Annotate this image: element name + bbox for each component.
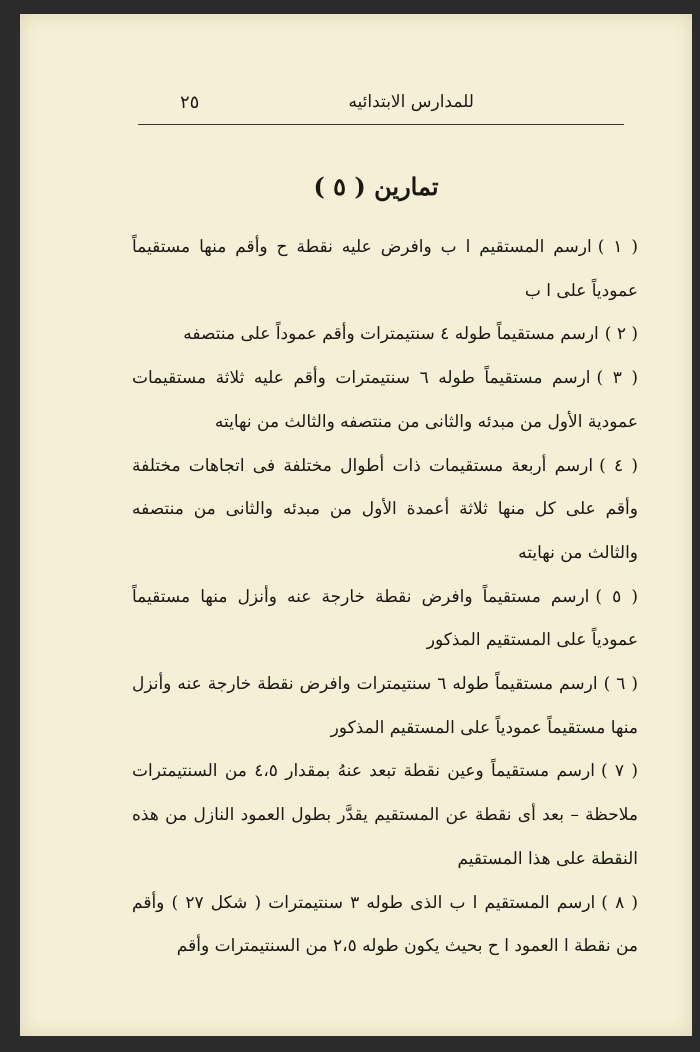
running-title: للمدارس الابتدائيه [348,92,474,112]
header-rule [138,124,624,125]
exercise-text: ارسم مستقيماً طوله ٤ سنتيمترات وأقم عموداً على منتصفه [183,324,599,345]
exercise-number: ( ٤ ) [599,455,638,476]
exercise-number: ( ٦ ) [603,674,638,695]
page-header [138,84,624,132]
exercise-item [132,882,638,969]
exercise-item [132,357,638,444]
page-number: ٢٥ [180,92,200,113]
exercise-item [132,663,638,750]
book-page [20,14,692,1036]
exercise-number: ( ٥ ) [595,586,639,607]
exercise-text: ارسم مستقيماً وافرض نقطة خارجة عنه وأنزل منها مستقيماً عمودياً على المستقيم المذكور [132,586,638,651]
exercise-number: ( ٣ ) [596,368,638,389]
exercise-text: ارسم أربعة مستقيمات ذات أطوال مختلفة فى اتجاهات مختلفة وأقم على كل منها ثلاثة أعمدة الأول من مبدئه والثانى من منتصفه والثالث من نهايته [132,455,638,563]
exercise-list [132,226,638,969]
exercise-item [132,445,638,576]
exercise-number: ( ٢ ) [604,324,638,345]
section-heading: تمارين ( ٥ ) [313,172,439,201]
exercise-number: ( ١ ) [597,237,638,257]
exercise-text: ارسم مستقيماً وعين نقطة تبعد عنهُ بمقدار ٤،٥ من السنتيمترات ملاحظة – بعد أى نقطة عن المستقيم يقدَّر بطول العمود النازل من هذه النقطة على هذا المستقيم [132,761,638,869]
exercise-text: ارسم مستقيماً طوله ٦ سنتيمترات وافرض نقطة خارجة عنه وأنزل منها مستقيماً عمودياً على المستقيم المذكور [132,674,638,738]
exercise-text: ارسم المستقيم ا ب الذى طوله ٣ سنتيمترات ( شكل ٢٧ ) وأقم من نقطة ا العمود ا ح بحيث يكون طوله ٢،٥ من السنتيمترات وأقم [132,892,638,957]
exercise-item [132,226,638,313]
exercise-number: ( ٧ ) [600,761,638,782]
exercise-text: ارسم المستقيم ا ب وافرض عليه نقطة ح وأقم منها مستقيماً عمودياً على ا ب [132,237,638,301]
exercise-item [132,750,638,881]
exercise-number: ( ٨ ) [601,892,638,913]
exercise-text: ارسم مستقيماً طوله ٦ سنتيمترات وأقم عليه ثلاثة مستقيمات عمودية الأول من مبدئه والثانى من منتصفه والثالث من نهايته [132,368,638,432]
exercise-item [132,576,638,663]
exercise-item [132,313,638,357]
